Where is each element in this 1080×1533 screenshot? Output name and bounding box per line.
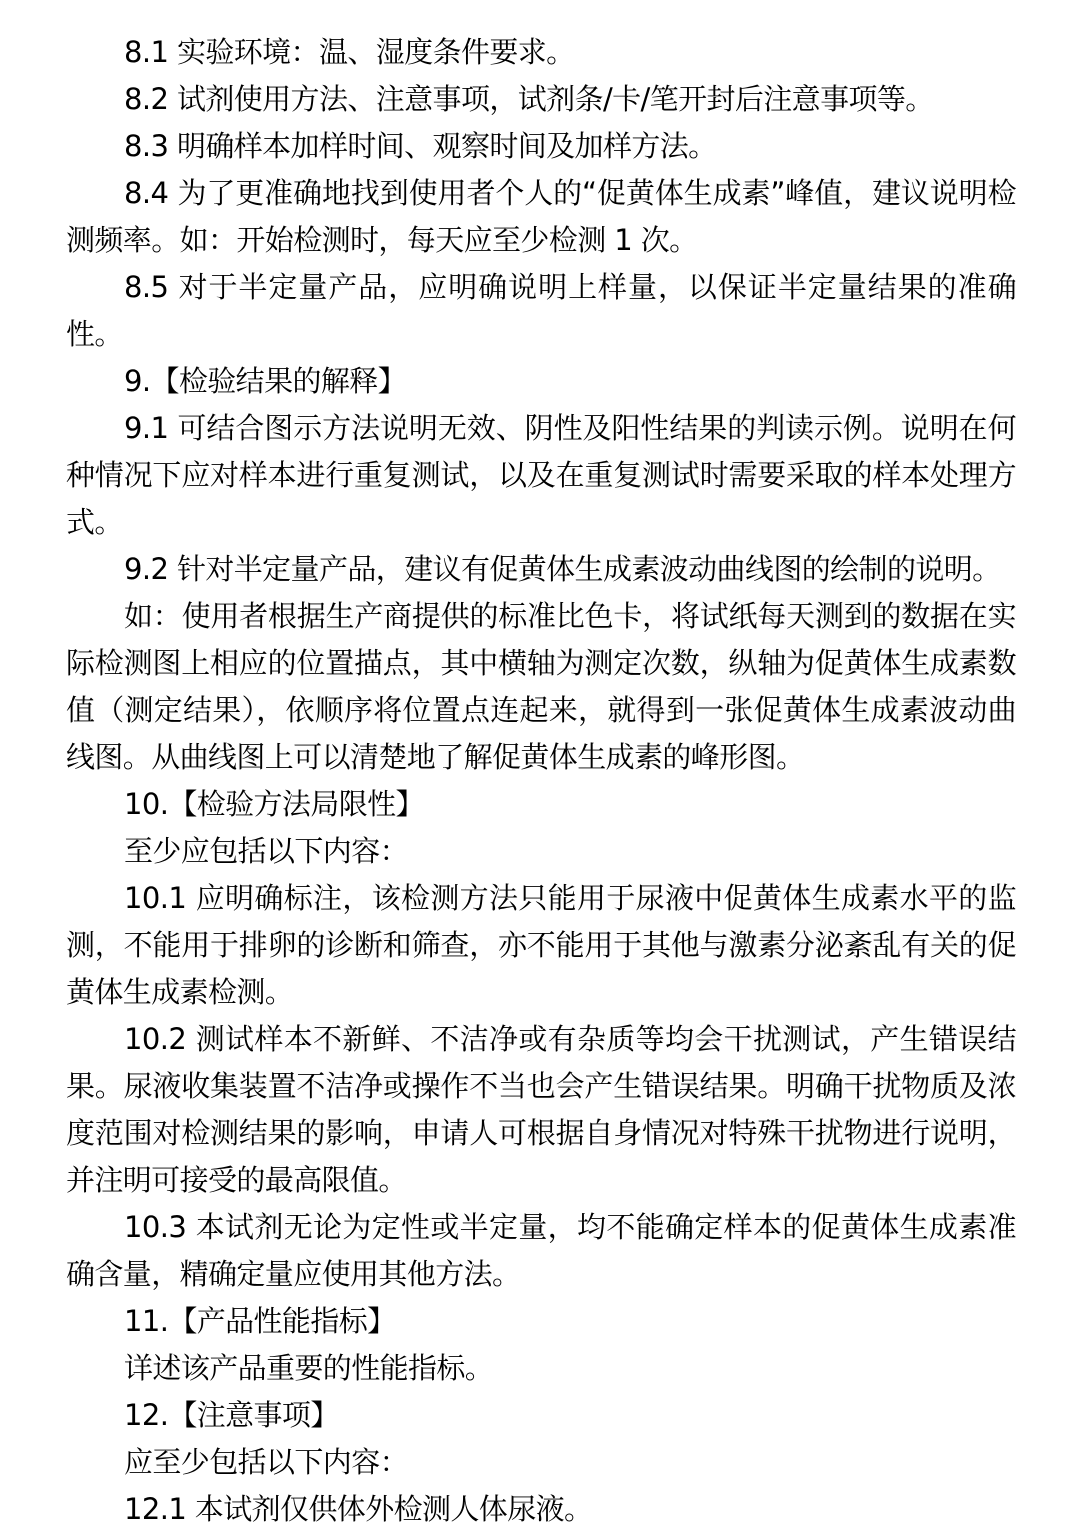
section-9-heading: 9.【检验结果的解释】 [124,364,407,398]
section-12-1-paragraph: 12.1 本试剂仅供体外检测人体尿液。 [124,1492,593,1526]
section-8-5-paragraph: 8.5 对于半定量产品，应明确说明上样量，以保证半定量结果的准确性。 [66,270,1016,351]
section-11-heading: 11.【产品性能指标】 [124,1304,396,1338]
section-10-3-paragraph: 10.3 本试剂无论为定性或半定量，均不能确定样本的促黄体生成素准确含量，精确定量应使用其他方法。 [66,1210,1016,1291]
section-10-intro: 至少应包括以下内容： [124,834,409,868]
section-12-intro: 应至少包括以下内容： [124,1445,409,1479]
section-11-paragraph: 详述该产品重要的性能指标。 [124,1351,494,1385]
section-8-4-paragraph: 8.4 为了更准确地找到使用者个人的“促黄体生成素”峰值，建议说明检测频率。如：开始检测时，每天应至少检测 1 次。 [66,176,1016,257]
section-10-heading: 10.【检验方法局限性】 [124,787,424,821]
section-8-2-paragraph: 8.2 试剂使用方法、注意事项，试剂条/卡/笔开封后注意事项等。 [124,82,934,116]
section-9-2-example-paragraph: 如：使用者根据生产商提供的标准比色卡，将试纸每天测到的数据在实际检测图上相应的位置描点，其中横轴为测定次数，纵轴为促黄体生成素数值（测定结果），依顺序将位置点连起来，就得到一张促黄体生成素波动曲线图。从曲线图上可以清楚地了解促黄体生成素的峰形图。 [66,599,1016,774]
section-12-heading: 12.【注意事项】 [124,1398,339,1432]
section-8-1-paragraph: 8.1 实验环境：温、湿度条件要求。 [124,35,575,69]
section-9-2-paragraph: 9.2 针对半定量产品，建议有促黄体生成素波动曲线图的绘制的说明。 [124,552,1001,586]
document-page [66,29,1016,1533]
section-9-1-paragraph: 9.1 可结合图示方法说明无效、阴性及阳性结果的判读示例。说明在何种情况下应对样本进行重复测试，以及在重复测试时需要采取的样本处理方式。 [66,411,1016,539]
section-8-3-paragraph: 8.3 明确样本加样时间、观察时间及加样方法。 [124,129,717,163]
section-10-2-paragraph: 10.2 测试样本不新鲜、不洁净或有杂质等均会干扰测试，产生错误结果。尿液收集装置不洁净或操作不当也会产生错误结果。明确干扰物质及浓度范围对检测结果的影响，申请人可根据自身情况对特殊干扰物进行说明，并注明可接受的最高限值。 [66,1022,1016,1197]
section-10-1-paragraph: 10.1 应明确标注，该检测方法只能用于尿液中促黄体生成素水平的监测，不能用于排卵的诊断和筛查，亦不能用于其他与激素分泌紊乱有关的促黄体生成素检测。 [66,881,1016,1009]
